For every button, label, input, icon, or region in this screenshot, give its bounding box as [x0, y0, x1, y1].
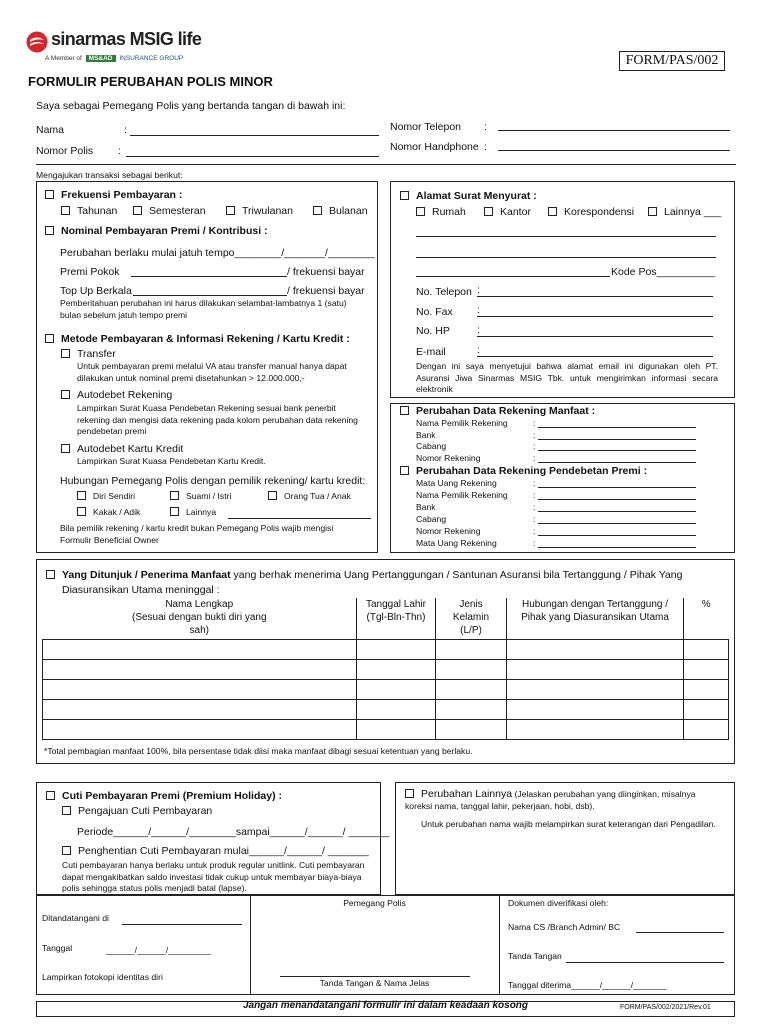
tahunan-label: Tahunan [77, 205, 118, 217]
table-cell[interactable] [436, 679, 507, 699]
rek-manfaat-row[interactable] [416, 441, 706, 453]
rek-manfaat-fields [416, 418, 706, 464]
beneficial-note: Bila pemilik rekening / kartu kredit bukan Pemegang Polis wajib mengisi Formulir Beneficial Owner [60, 523, 334, 545]
rek-pendebetan-field-label: Bank [416, 502, 436, 512]
hubungan-opt-orangtua[interactable] [268, 491, 351, 503]
intro-text: Saya sebagai Pemegang Polis yang bertanda tangan di bawah ini: [36, 100, 346, 112]
rek-pendebetan-colon: : [533, 514, 536, 524]
pengajuan-label: Pengajuan Cuti Pembayaran [78, 805, 213, 817]
alamat-telepon-input[interactable] [477, 284, 713, 297]
lainnya-note: Untuk perubahan nama wajib melampirkan surat keterangan dari Pengadilan. [421, 819, 716, 829]
table-row[interactable] [43, 639, 729, 659]
table-cell[interactable] [684, 679, 729, 699]
semesteran-checkbox[interactable] [133, 206, 142, 215]
kantor-label: Kantor [500, 206, 531, 218]
triwulanan-label: Triwulanan [242, 205, 293, 217]
lainnya-title: Perubahan Lainnya [421, 788, 513, 800]
alamat-line-1[interactable] [416, 236, 716, 237]
nominal-title [45, 225, 268, 237]
metode-title [45, 333, 350, 345]
table-row[interactable] [43, 719, 729, 739]
table-cell[interactable] [43, 719, 357, 739]
table-cell[interactable] [507, 659, 684, 679]
premi-pokok-input[interactable] [131, 276, 287, 277]
nama-colon: : [124, 124, 127, 136]
table-cell[interactable] [436, 719, 507, 739]
autodebet-kk-note: Lampirkan Surat Kuasa Pendebetan Kartu Kredit. [77, 456, 266, 466]
rek-pendebetan-colon: : [533, 490, 536, 500]
table-row[interactable] [43, 659, 729, 679]
rek-pendebetan-field-label: Cabang [416, 514, 447, 524]
table-cell[interactable] [436, 699, 507, 719]
table-cell[interactable] [684, 719, 729, 739]
tanggal-input[interactable]: ______/______/_________ [106, 945, 212, 955]
table-cell[interactable] [507, 639, 684, 659]
rek-pendebetan-title [400, 465, 647, 477]
autodebet-rekening-label: Autodebet Rekening [77, 389, 173, 401]
alamat-lainnya-label: Lainnya ___ [664, 206, 722, 218]
suami-istri-checkbox[interactable] [170, 491, 179, 500]
rek-pendebetan-title-text: Perubahan Data Rekening Pendebetan Premi : [416, 465, 648, 477]
alamat-lainnya-checkbox[interactable] [648, 207, 657, 216]
table-cell[interactable] [507, 719, 684, 739]
frekuensi-opt-bulanan[interactable] [313, 205, 368, 217]
rek-pendebetan-field-label: Nomor Rekening [416, 526, 481, 536]
rek-pendebetan-row[interactable] [416, 526, 706, 538]
col-nama-header: Nama Lengkap (Sesuai dengan bukti diri yang sah) [43, 598, 357, 639]
metode-title-text: Metode Pembayaran & Informasi Rekening / Kartu Kredit : [61, 333, 350, 345]
alamat-title [400, 190, 537, 202]
nama-input[interactable] [130, 135, 379, 136]
autodebet-rekening-option[interactable] [61, 389, 172, 401]
bulanan-label: Bulanan [329, 205, 368, 217]
alamat-fax-label: No. Fax [416, 306, 453, 318]
member-prefix: A Member of [45, 55, 82, 62]
hubungan-label: Hubungan Pemegang Polis dengan pemilik rekening/ kartu kredit: [60, 475, 366, 487]
table-cell[interactable] [43, 659, 357, 679]
table-cell[interactable] [357, 679, 436, 699]
lainnya-text [405, 788, 723, 812]
premi-pokok-label: Premi Pokok [60, 266, 120, 278]
member-line [45, 55, 183, 62]
alamat-line-2[interactable] [416, 257, 716, 258]
nomor-polis-input[interactable] [126, 156, 379, 157]
rumah-checkbox[interactable] [416, 207, 425, 216]
beneficiary-table [42, 598, 728, 740]
cuti-penghentian[interactable] [62, 845, 369, 857]
table-cell[interactable] [507, 699, 684, 719]
rek-manfaat-field-label: Bank [416, 429, 436, 440]
table-cell[interactable] [684, 699, 729, 719]
premi-pokok-suffix: / frekuensi bayar [287, 266, 365, 278]
ditunjuk-title-line2: Diasuransikan Utama meninggal : [62, 584, 220, 596]
cuti-pengajuan[interactable] [62, 805, 212, 817]
rek-pendebetan-colon: : [533, 526, 536, 536]
mengajukan-text: Mengajukan transaksi sebagai berikut: [36, 170, 183, 180]
kakak-adik-label: Kakak / Adik [93, 507, 141, 517]
rek-manfaat-title-text: Perubahan Data Rekening Manfaat : [416, 405, 596, 417]
pemegang-polis-label: Pemegang Polis [343, 898, 406, 908]
lainnya-checkbox[interactable] [170, 507, 179, 516]
transfer-option[interactable] [61, 348, 116, 360]
alamat-hp-label: No. HP [416, 325, 450, 337]
alamat-fax-colon: : [477, 304, 480, 316]
alamat-opt-kantor[interactable] [484, 206, 531, 218]
diri-sendiri-label: Diri Sendiri [93, 491, 136, 501]
autodebet-rekening-checkbox[interactable] [61, 390, 70, 399]
nomor-telepon-label: Nomor Telepon [390, 121, 462, 133]
tanggal-label: Tanggal [42, 943, 73, 953]
autodebet-kk-option[interactable] [61, 443, 183, 455]
msad-badge: MS&AD [86, 55, 116, 62]
beneficiary-grid [42, 598, 729, 740]
penghentian-label: Penghentian Cuti Pembayaran mulai______/______/ _______ [78, 845, 369, 857]
transfer-note: Untuk pembayaran premi melalui VA atau transfer manual hanya dapat dilakukan untuk nominal premi disetahunkan > 12.000.000,- [77, 361, 347, 383]
brand-logo-text: sinarmas MSIG life [51, 29, 202, 49]
nominal-berlaku[interactable]: Perubahan berlaku mulai jatuh tempo________/_______/________ [60, 247, 375, 259]
rek-pendebetan-row[interactable] [416, 514, 706, 526]
lainnya-label: Lainnya [186, 507, 217, 517]
table-row[interactable] [43, 679, 729, 699]
form-code-box: FORM/PAS/002 [619, 51, 725, 71]
pengajuan-checkbox[interactable] [62, 806, 71, 815]
col-jenis-header: Jenis Kelamin (L/P) [436, 598, 507, 639]
table-cell[interactable] [436, 659, 507, 679]
ditandatangani-input[interactable] [122, 924, 242, 925]
rek-pendebetan-colon: : [533, 502, 536, 512]
ditunjuk-title-rest: yang berhak menerima Uang Pertanggungan / Santunan Asuransi bila Tertanggung / Pihak Yang [233, 569, 683, 581]
cuti-title-text: Cuti Pembayaran Premi (Premium Holiday) : [62, 790, 282, 802]
nama-label: Nama [36, 124, 65, 136]
nominal-title-text: Nominal Pembayaran Premi / Kontribusi : [61, 225, 268, 237]
table-cell[interactable] [357, 699, 436, 719]
hubungan-opt-lainnya[interactable] [170, 507, 216, 519]
transfer-label: Transfer [77, 348, 116, 360]
frekuensi-checkbox[interactable] [45, 190, 54, 199]
semesteran-label: Semesteran [149, 205, 206, 217]
ditunjuk-title [46, 569, 682, 581]
footer-code: FORM/PAS/002/2021/Rev.01 [620, 1004, 711, 1011]
table-cell[interactable] [43, 639, 357, 659]
table-cell[interactable] [357, 719, 436, 739]
cuti-checkbox[interactable] [46, 791, 55, 800]
rek-manfaat-checkbox[interactable] [400, 406, 409, 415]
sig-divider-2 [499, 895, 500, 995]
kantor-checkbox[interactable] [484, 207, 493, 216]
rek-manfaat-row[interactable] [416, 430, 706, 442]
rek-pendebetan-row[interactable] [416, 478, 706, 490]
alamat-fax-input[interactable] [477, 304, 713, 317]
rek-manfaat-title [400, 405, 595, 417]
col-tanggal-header: Tanggal Lahir (Tgl-Bln-Thn) [357, 598, 436, 639]
table-cell[interactable] [43, 699, 357, 719]
signature-line[interactable] [280, 976, 470, 977]
member-suffix: INSURANCE GROUP [119, 55, 184, 62]
kode-pos-label[interactable]: Kode Pos__________ [611, 266, 715, 278]
cuti-periode[interactable]: Periode______/______/________sampai______/______/ _______ [77, 826, 390, 838]
col-persen-header: % [684, 598, 729, 639]
rek-pendebetan-colon: : [533, 478, 536, 488]
lainnya-section-checkbox[interactable] [405, 789, 414, 798]
rek-manfaat-field-label: Nama Pemilik Rekening [416, 418, 508, 428]
table-cell[interactable] [357, 659, 436, 679]
hubungan-opt-suami[interactable] [170, 491, 231, 503]
rek-pendebetan-field-label: Mata Uang Rekening [416, 538, 497, 548]
korespondensi-checkbox[interactable] [548, 207, 557, 216]
rek-manfaat-colon: : [533, 429, 536, 440]
topup-suffix: / frekuensi bayar [287, 285, 365, 297]
bulanan-checkbox[interactable] [313, 206, 322, 215]
tanda-tangan-input[interactable] [566, 962, 724, 963]
kakak-adik-checkbox[interactable] [77, 507, 86, 516]
table-row[interactable] [43, 699, 729, 719]
orang-tua-label: Orang Tua / Anak [284, 491, 351, 501]
table-cell[interactable] [436, 639, 507, 659]
alamat-hp-input[interactable] [477, 324, 713, 337]
frekuensi-opt-semesteran[interactable] [133, 205, 206, 217]
nomor-handphone-label: Nomor Handphone [390, 141, 479, 153]
footer-warning: Jangan menandatangani formulir ini dalam keadaan kosong [242, 1000, 529, 1011]
rek-manfaat-row[interactable] [416, 453, 706, 465]
nomor-telepon-input[interactable] [498, 130, 730, 131]
rumah-label: Rumah [432, 206, 466, 218]
frekuensi-opt-tahunan[interactable] [61, 205, 117, 217]
rek-pendebetan-row[interactable] [416, 538, 706, 550]
transfer-checkbox[interactable] [61, 349, 70, 358]
nomor-polis-colon: : [118, 145, 121, 157]
autodebet-rekening-note: Lampirkan Surat Kuasa Pendebetan Rekening sesuai bank penerbit rekening dan mengisi data rekening pada kolom perubahan data rekening pendebetan premi [77, 403, 358, 436]
email-consent-note: Dengan ini saya menyetujui bahwa alamat email ini digunakan oleh PT. Asuransi Jiwa Sinarmas MSIG Tbk. untuk mengirimkan informasi secara elektronik [416, 361, 718, 394]
sinarmas-logo-icon [26, 31, 48, 53]
alamat-line-3[interactable] [416, 276, 610, 277]
frekuensi-title-text: Frekuensi Pembayaran : [61, 189, 183, 201]
table-cell[interactable] [43, 679, 357, 699]
tahunan-checkbox[interactable] [61, 206, 70, 215]
alamat-opt-korespondensi[interactable] [548, 206, 634, 218]
ditunjuk-title-bold: Yang Ditunjuk / Penerima Manfaat [62, 569, 231, 581]
nomor-handphone-input[interactable] [498, 150, 730, 151]
table-cell[interactable] [507, 679, 684, 699]
nominal-note: Pemberitahuan perubahan ini harus dilakukan selambat-lambatnya 1 (satu) bulan sebelum jatuh tempo premi [60, 298, 347, 320]
korespondensi-label: Korespondensi [564, 206, 635, 218]
suami-istri-label: Suami / Istri [186, 491, 232, 501]
rek-pendebetan-field-label: Mata Uang Rekening [416, 478, 497, 488]
form-title: FORMULIR PERUBAHAN POLIS MINOR [28, 74, 273, 89]
nomor-telepon-colon: : [484, 121, 487, 133]
table-cell[interactable] [684, 639, 729, 659]
nama-cs-input[interactable] [636, 932, 724, 933]
alamat-opt-rumah[interactable] [416, 206, 466, 218]
col-hubungan-header: Hubungan dengan Tertanggung / Pihak yang Diasuransikan Utama [507, 598, 684, 639]
alamat-telepon-colon: : [477, 284, 480, 296]
rek-pendebetan-field-label: Nama Pemilik Rekening [416, 490, 508, 500]
rek-pendebetan-row[interactable] [416, 490, 706, 502]
rek-manfaat-field-label: Nomor Rekening [416, 452, 481, 463]
diri-sendiri-checkbox[interactable] [77, 491, 86, 500]
hubungan-lainnya-input[interactable] [228, 518, 371, 519]
ttd-label: Tanda Tangan & Nama Jelas [319, 978, 430, 988]
rek-pendebetan-colon: : [533, 538, 536, 548]
lampirkan-label: Lampirkan fotokopi identitas diri [42, 972, 163, 982]
topup-label: Top Up Berkala [60, 285, 132, 297]
autodebet-kk-checkbox[interactable] [61, 444, 70, 453]
cuti-title [46, 790, 282, 802]
frekuensi-title [45, 189, 182, 201]
topup-input[interactable] [133, 295, 287, 296]
metode-checkbox[interactable] [45, 334, 54, 343]
alamat-email-label: E-mail [416, 346, 446, 358]
tanggal-diterima-label[interactable]: Tanggal diterima______/______/_______ [508, 980, 667, 990]
autodebet-kk-label: Autodebet Kartu Kredit [77, 443, 184, 455]
ditandatangani-label: Ditandatangani di [42, 913, 109, 923]
alamat-email-colon: : [477, 344, 480, 356]
cuti-note: Cuti pembayaran hanya berlaku untuk produk regular unitlink. Cuti pembayaran dapat mengakibatkan saldo investasi tidak cukup untuk membayar biaya-biaya polis sehingga status polis menjadi batal (lapse). [62, 860, 365, 893]
frekuensi-opt-triwulanan[interactable] [226, 205, 293, 217]
rek-manfaat-colon: : [533, 441, 536, 451]
alamat-checkbox[interactable] [400, 191, 409, 200]
rek-manfaat-row[interactable] [416, 418, 706, 430]
orang-tua-checkbox[interactable] [268, 491, 277, 500]
hubungan-opt-diri[interactable] [77, 491, 135, 503]
nominal-checkbox[interactable] [45, 226, 54, 235]
dokumen-label: Dokumen diverifikasi oleh: [508, 898, 609, 908]
rek-pendebetan-checkbox[interactable] [400, 466, 409, 475]
alamat-hp-colon: : [477, 324, 480, 336]
tanda-tangan-label: Tanda Tangan [508, 951, 562, 961]
rek-manfaat-colon: : [533, 418, 536, 428]
alamat-telepon-label: No. Telepon [416, 286, 472, 298]
rek-pendebetan-row[interactable] [416, 502, 706, 514]
table-cell[interactable] [357, 639, 436, 659]
triwulanan-checkbox[interactable] [226, 206, 235, 215]
alamat-title-text: Alamat Surat Menyurat : [416, 190, 537, 202]
penghentian-checkbox[interactable] [62, 846, 71, 855]
rek-pendebetan-fields [416, 478, 706, 550]
nama-cs-label: Nama CS /Branch Admin/ BC [508, 922, 621, 932]
table-cell[interactable] [684, 659, 729, 679]
ditunjuk-footnote: *Total pembagian manfaat 100%, bila persentase tidak diisi maka manfaat dibagi sesuai ketentuan yang berlaku. [44, 746, 473, 756]
rek-manfaat-field-label: Cabang [416, 441, 447, 451]
hubungan-opt-kakak[interactable] [77, 507, 140, 519]
rek-manfaat-colon: : [533, 452, 536, 463]
header-divider [36, 164, 736, 165]
ditunjuk-checkbox[interactable] [46, 570, 55, 579]
beneficiary-header-row [43, 598, 729, 639]
alamat-email-input[interactable] [477, 344, 713, 357]
lainnya-desc: (Jelaskan perubahan yang diinginkan, misalnya koreksi nama, tanggal lahir, pekerjaan, hobi, dsb). [405, 789, 696, 811]
nomor-polis-label: Nomor Polis [36, 145, 94, 157]
nomor-handphone-colon: : [484, 141, 487, 153]
alamat-opt-lainnya[interactable] [648, 206, 721, 218]
